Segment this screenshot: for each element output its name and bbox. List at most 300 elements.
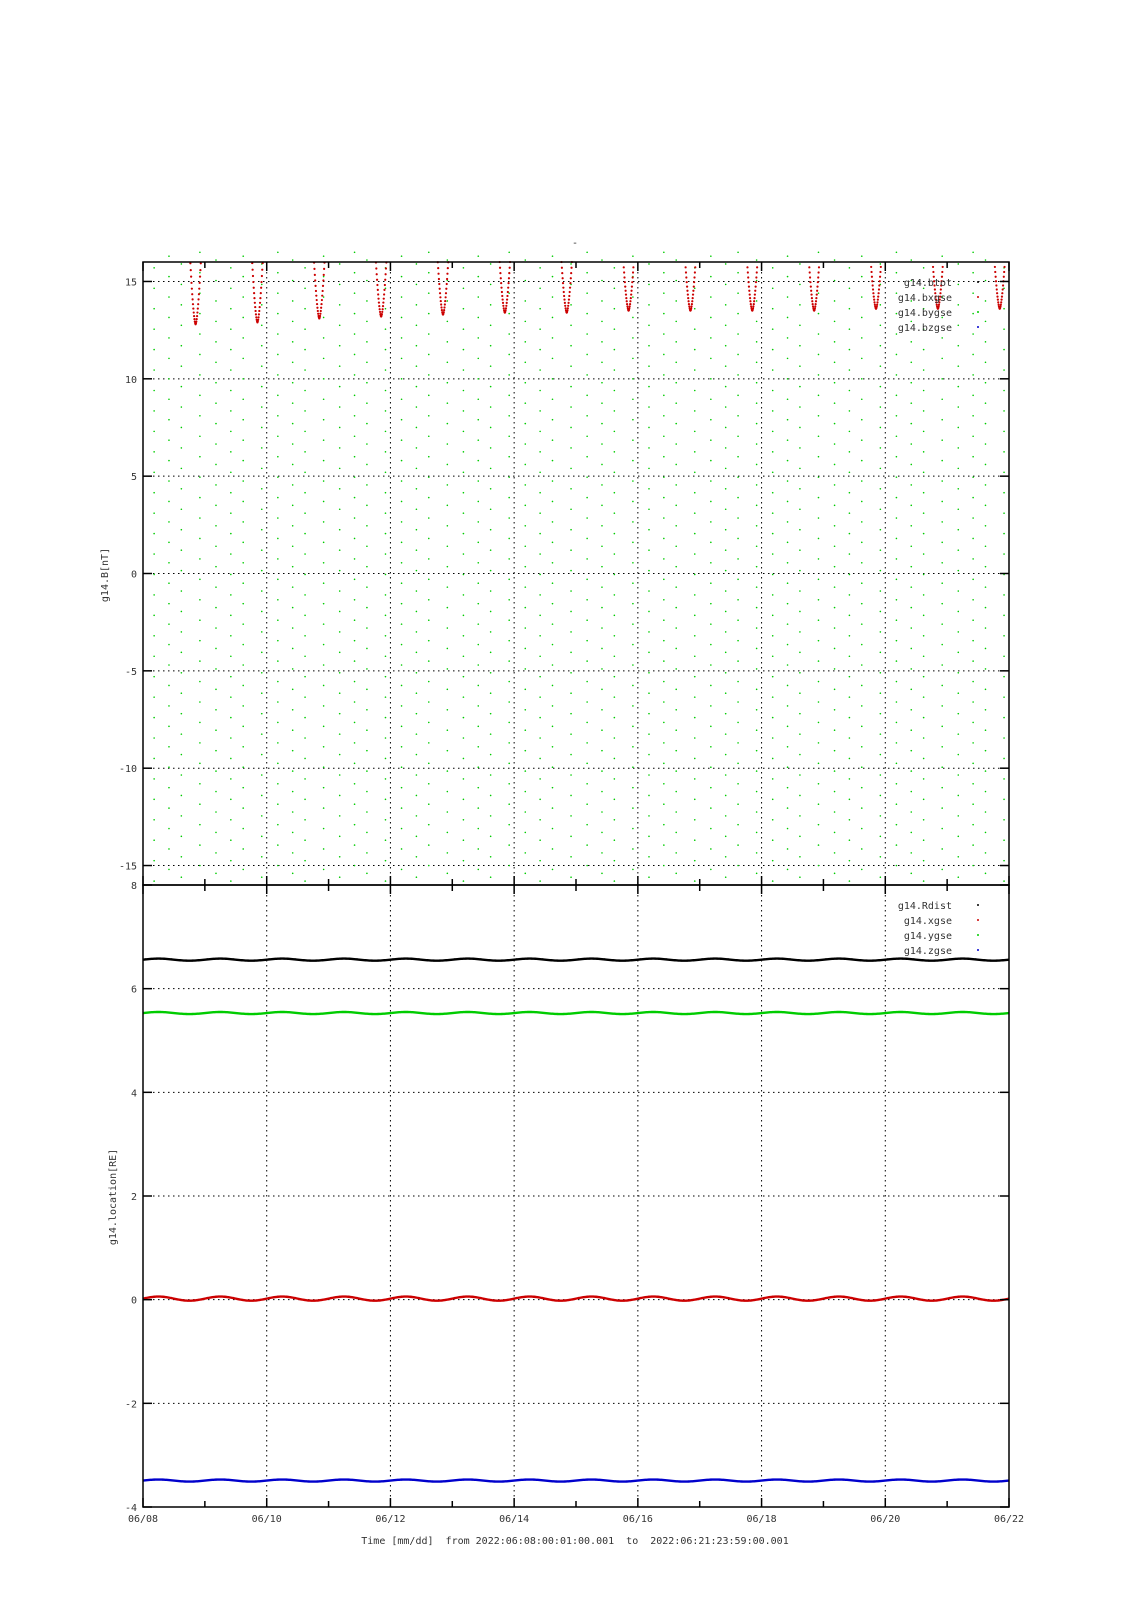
bygse-point [941,562,943,564]
bygse-point [490,324,492,326]
bygse-point [880,324,882,326]
bygse-point [181,692,183,694]
bygse-point [772,737,774,739]
bygse-point [153,737,155,739]
bygse-point [539,594,541,596]
bxgse-point [437,267,439,269]
bygse-point [570,324,572,326]
bygse-point [957,427,959,429]
bygse-point [1003,655,1005,657]
bygse-point [242,787,244,789]
bygse-point [710,460,712,462]
bygse-point [323,398,325,400]
bygse-point [385,655,387,657]
bygse-point [153,880,155,882]
bygse-point [277,476,279,478]
bygse-point [834,791,836,793]
bygse-point [787,419,789,421]
bygse-point [880,692,882,694]
bygse-point [818,681,820,683]
bygse-point [304,860,306,862]
bygse-point [941,439,943,441]
bygse-point [199,763,201,765]
x-tick-label: 06/18 [746,1514,777,1525]
bygse-point [354,476,356,478]
bxgse-point [686,290,688,292]
bxgse-point [259,302,261,304]
bygse-point [675,852,677,854]
x-tick-label: 06/20 [870,1514,901,1525]
bygse-point [385,369,387,371]
bygse-point [230,860,232,862]
bygse-point [957,795,959,797]
bygse-point [756,729,758,731]
bygse-point [710,276,712,278]
bygse-point [168,398,170,400]
bygse-point [215,402,217,404]
bygse-point [416,529,418,531]
bygse-point [339,304,341,306]
bxgse-point [439,288,441,290]
bygse-point [552,746,554,748]
bygse-point [539,533,541,535]
bygse-point [710,542,712,544]
bygse-point [524,873,526,875]
bygse-point [614,676,616,678]
bygse-point [910,627,912,629]
bygse-point [648,774,650,776]
bygse-point [834,607,836,609]
bygse-point [401,848,403,850]
bygse-point [614,819,616,821]
bxgse-point [499,267,501,269]
bygse-point [648,652,650,654]
bygse-point [477,685,479,687]
bygse-point [508,497,510,499]
location-panel [108,881,1024,1547]
bygse-point [985,382,987,384]
bygse-point [972,497,974,499]
bygse-point [632,337,634,339]
bygse-point [215,770,217,772]
bxgse-point [323,274,325,276]
bygse-point [787,398,789,400]
y-tick-label: 4 [130,1088,137,1100]
bxgse-point [566,309,568,311]
bxgse-point [685,276,687,278]
bygse-point [199,251,201,253]
bxgse-point [323,268,325,270]
bygse-point [756,689,758,691]
bygse-point [861,439,863,441]
bygse-point [601,832,603,834]
bygse-point [694,533,696,535]
bygse-point [354,333,356,335]
bygse-point [756,648,758,650]
bygse-point [168,296,170,298]
bygse-point [292,689,294,691]
bygse-point [787,562,789,564]
bygse-point [1003,696,1005,698]
bygse-point [230,451,232,453]
y-tick-label: 5 [130,472,137,484]
legend-entry-label: g14.ygse [903,931,952,942]
bygse-point [896,844,898,846]
bygse-point [552,276,554,278]
bygse-point [570,304,572,306]
bygse-point [880,795,882,797]
bygse-point [339,508,341,510]
bygse-point [339,365,341,367]
bygse-point [632,521,634,523]
bygse-point [725,754,727,756]
bxgse-point [871,280,873,282]
bxgse-point [313,268,315,270]
bygse-point [539,471,541,473]
bygse-point [799,570,801,572]
bygse-point [168,869,170,871]
bygse-point [799,324,801,326]
bygse-point [675,729,677,731]
bxgse-point [997,299,999,301]
bygse-point [586,395,588,397]
bygse-point [416,795,418,797]
bygse-point [799,754,801,756]
bygse-point [366,259,368,261]
bxgse-point [193,315,195,317]
bxgse-point [942,266,944,268]
bygse-point [834,341,836,343]
bygse-point [366,627,368,629]
bygse-point [181,365,183,367]
bygse-point [787,521,789,523]
bygse-point [880,713,882,715]
bygse-point [292,443,294,445]
bygse-point [490,447,492,449]
bygse-point [849,533,851,535]
bygse-point [168,562,170,564]
bygse-point [304,615,306,617]
bxgse-point [199,276,201,278]
bygse-point [896,456,898,458]
bygse-point [648,713,650,715]
bygse-point [632,398,634,400]
bxgse-point [693,281,695,283]
bygse-point [985,791,987,793]
bygse-point [710,398,712,400]
bygse-point [849,431,851,433]
bygse-point [215,300,217,302]
bygse-point [447,361,449,363]
bygse-point [756,852,758,854]
bygse-point [818,497,820,499]
bygse-point [648,856,650,858]
bygse-point [181,631,183,633]
bxgse-point [996,292,998,294]
bygse-point [242,644,244,646]
bygse-point [772,574,774,576]
bygse-point [199,701,201,703]
bygse-point [230,676,232,678]
bygse-point [292,382,294,384]
bygse-point [477,869,479,871]
bygse-point [199,538,201,540]
bygse-point [261,508,263,510]
bygse-point [477,317,479,319]
bygse-point [725,570,727,572]
bygse-point [261,652,263,654]
bxgse-point [932,266,934,268]
bygse-point [292,321,294,323]
bygse-point [181,508,183,510]
bygse-point [910,259,912,261]
bygse-point [490,427,492,429]
bygse-point [710,807,712,809]
bygse-point [896,251,898,253]
bygse-point [1003,471,1005,473]
bygse-point [880,836,882,838]
bygse-point [985,770,987,772]
bygse-point [401,807,403,809]
bygse-point [957,774,959,776]
bygse-point [477,255,479,257]
bygse-point [834,689,836,691]
bygse-point [957,590,959,592]
bygse-point [477,358,479,360]
bygse-point [339,488,341,490]
bygse-point [277,497,279,499]
bygse-point [834,627,836,629]
bygse-point [168,480,170,482]
bxgse-point [809,276,811,278]
bygse-point [339,263,341,265]
bygse-point [242,726,244,728]
bygse-point [277,517,279,519]
bygse-point [787,685,789,687]
bygse-point [230,594,232,596]
bxgse-point [443,309,445,311]
bygse-point [648,365,650,367]
bygse-point [663,742,665,744]
bxgse-point [198,288,200,290]
bygse-point [586,824,588,826]
bygse-point [242,582,244,584]
bygse-point [199,517,201,519]
bygse-point [552,419,554,421]
bygse-point [737,701,739,703]
bygse-point [787,542,789,544]
bxgse-point [623,276,625,278]
bygse-point [199,660,201,662]
legend-entry-marker [977,934,979,936]
bygse-point [181,856,183,858]
bygse-point [772,799,774,801]
bygse-point [941,460,943,462]
bxgse-point [563,298,565,300]
bygse-point [957,876,959,878]
y-tick-label: 0 [130,1295,137,1307]
bygse-point [401,664,403,666]
bygse-point [401,582,403,584]
bygse-point [923,594,925,596]
bygse-point [153,512,155,514]
bygse-point [168,787,170,789]
bygse-point [772,819,774,821]
bygse-point [941,582,943,584]
bygse-point [277,313,279,315]
bygse-point [910,545,912,547]
bygse-point [818,517,820,519]
bygse-point [261,427,263,429]
bygse-point [799,427,801,429]
bygse-point [787,726,789,728]
bygse-point [614,492,616,494]
bygse-point [168,644,170,646]
bygse-point [737,660,739,662]
bygse-point [401,521,403,523]
bygse-point [896,599,898,601]
bxgse-point [880,266,882,268]
bygse-point [552,705,554,707]
bygse-point [663,619,665,621]
bygse-point [799,692,801,694]
bygse-point [834,300,836,302]
bygse-point [277,763,279,765]
bygse-point [385,410,387,412]
bygse-point [725,672,727,674]
bygse-point [725,795,727,797]
bygse-point [199,456,201,458]
bxgse-point [872,292,874,294]
bygse-point [910,791,912,793]
bygse-point [896,803,898,805]
bygse-point [725,590,727,592]
bygse-point [401,337,403,339]
legend-entry-marker [977,904,979,906]
bygse-point [292,791,294,793]
bygse-point [261,815,263,817]
bygse-point [477,828,479,830]
bygse-point [694,594,696,596]
bygse-point [663,395,665,397]
bygse-point [880,856,882,858]
bygse-point [772,308,774,310]
bygse-point [215,668,217,670]
bygse-point [447,382,449,384]
bygse-point [972,619,974,621]
bygse-point [648,570,650,572]
bygse-point [153,676,155,678]
bygse-point [849,287,851,289]
bygse-point [632,603,634,605]
bygse-point [586,292,588,294]
bygse-point [401,378,403,380]
bxgse-point [815,297,817,299]
bygse-point [199,313,201,315]
bygse-point [799,815,801,817]
bxgse-point [562,277,564,279]
bygse-point [772,431,774,433]
bygse-point [181,447,183,449]
bxgse-point [446,278,448,280]
bxgse-point [879,271,881,273]
bygse-point [648,611,650,613]
bygse-point [586,579,588,581]
bygse-point [756,607,758,609]
bygse-point [710,726,712,728]
bygse-point [632,419,634,421]
bygse-point [490,754,492,756]
bygse-point [416,386,418,388]
bygse-point [818,251,820,253]
bygse-point [304,431,306,433]
bygse-point [490,856,492,858]
bygse-point [416,468,418,470]
bxgse-point [997,301,999,303]
bygse-point [648,324,650,326]
bygse-point [508,640,510,642]
bygse-point [230,819,232,821]
bygse-point [199,619,201,621]
bygse-point [477,705,479,707]
bygse-point [896,619,898,621]
bygse-point [366,423,368,425]
top-grid [143,262,1009,885]
bygse-point [242,542,244,544]
bygse-point [292,709,294,711]
bygse-point [230,492,232,494]
bxgse-point [693,276,695,278]
bygse-point [463,431,465,433]
series-line-xgse [143,1297,1009,1301]
bygse-point [972,579,974,581]
magnetic-field-panel [100,251,1009,885]
bygse-point [923,267,925,269]
bxgse-point [192,303,194,305]
bygse-point [957,549,959,551]
bxgse-point [383,293,385,295]
x-tick-label: 06/08 [127,1514,159,1525]
bxgse-point [998,304,1000,306]
bygse-point [304,819,306,821]
bygse-point [818,865,820,867]
bygse-point [648,631,650,633]
bygse-point [849,308,851,310]
bygse-point [896,660,898,662]
bygse-point [463,717,465,719]
bygse-point [648,672,650,674]
bygse-point [292,525,294,527]
bxgse-point [810,290,812,292]
bygse-point [663,354,665,356]
top-y-axis-label: g14.B[nT] [100,547,111,603]
bxgse-point [261,269,263,271]
bygse-point [880,488,882,490]
bygse-point [524,280,526,282]
bygse-point [818,824,820,826]
bygse-point [663,701,665,703]
bygse-point [957,468,959,470]
bygse-point [586,354,588,356]
bygse-point [401,685,403,687]
bxgse-point [754,290,756,292]
bygse-point [428,865,430,867]
bxgse-point [196,311,198,313]
bygse-point [215,832,217,834]
bygse-point [199,640,201,642]
bygse-point [463,369,465,371]
bygse-point [663,456,665,458]
